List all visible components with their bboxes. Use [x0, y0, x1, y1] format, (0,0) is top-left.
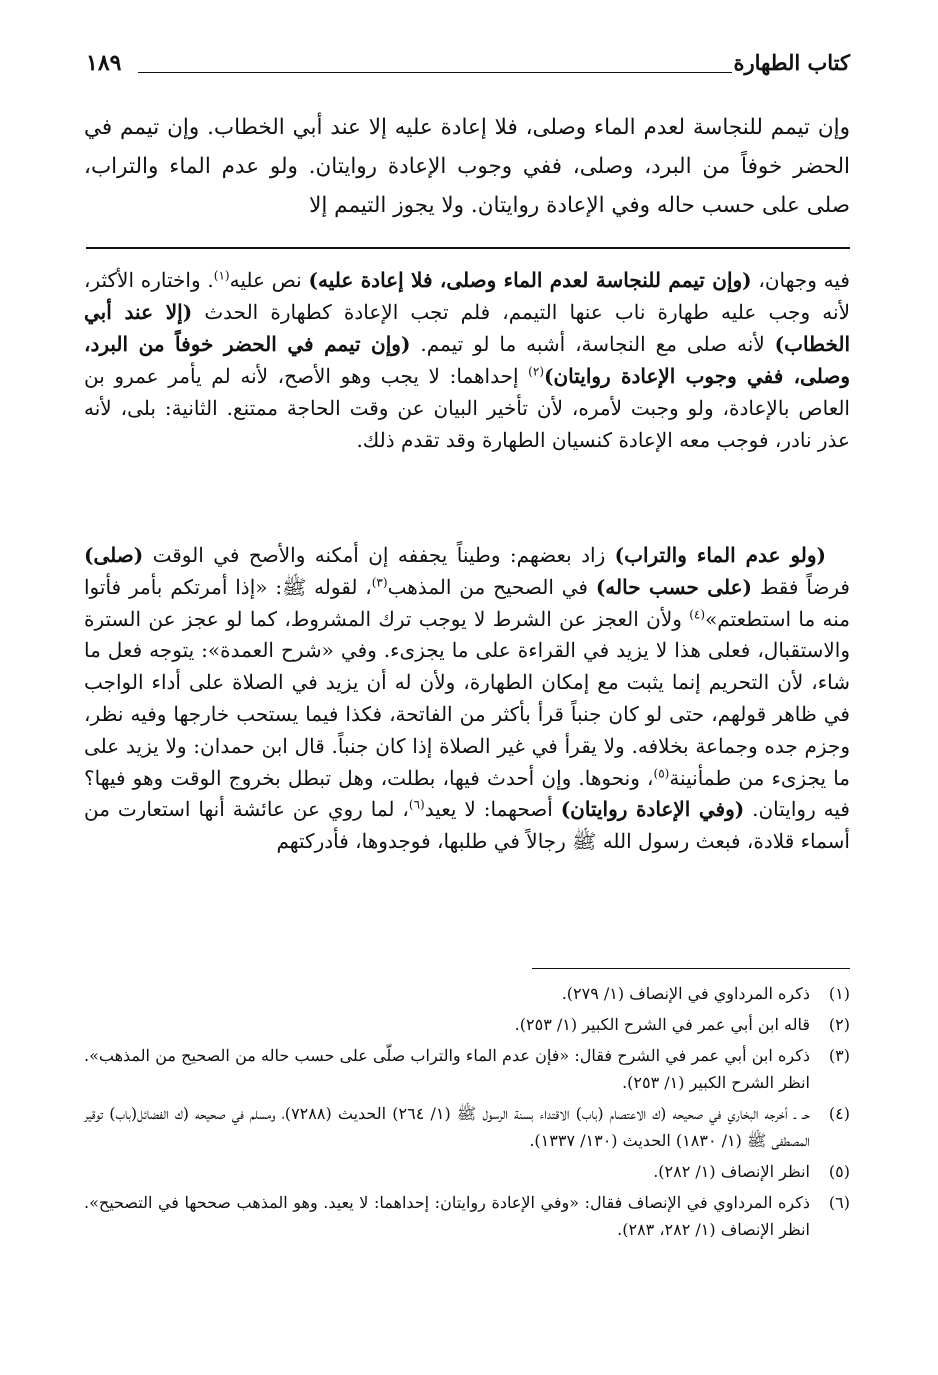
chapter-title: كتاب الطهارة	[733, 50, 850, 75]
text-run: فرضاً فقط	[751, 574, 850, 599]
footnote-number: (٢)	[828, 1015, 850, 1034]
matn-quote: (ولو عدم الماء والتراب)	[614, 543, 827, 567]
commentary-block-2	[84, 540, 850, 858]
footnotes	[84, 980, 850, 1247]
footnote-text: انظر الإنصاف (١/ ٢٨٢).	[653, 1162, 810, 1181]
footnote-ref: (٥)	[653, 765, 670, 780]
footnote	[84, 1189, 850, 1243]
footnote-number: (١)	[828, 984, 850, 1003]
footnote-number: (٦)	[828, 1193, 850, 1212]
footnote	[84, 1011, 850, 1038]
footnote	[84, 980, 850, 1007]
footnote-ref: (٤)	[689, 606, 706, 621]
footnote-text: قاله ابن أبي عمر في الشرح الكبير (١/ ٢٥٣).	[514, 1015, 810, 1034]
matn-quote: (إلا عند أبي الخطاب)	[84, 300, 851, 356]
matn-paragraph: وإن تيمم للنجاسة لعدم الماء وصلى، فلا إعادة عليه إلا عند أبي الخطاب. وإن تيمم في الحضر خوفاً من البرد، وصلى، ففي وجوب الإعادة روايتان. ولو عدم الماء والتراب، صلى على حسب حاله وفي الإعادة روايتان. ولا يجوز التيمم إلا	[84, 115, 850, 218]
text-run: أصحهما: لا يعيد	[424, 797, 561, 822]
text-run: ولأن العجز عن الشرط لا يوجب ترك المشروط، كما لو عجز عن السترة والاستقبال، فعلى هذا لا يزيد في القراءة على ما يجزىء. وفي «شرح العمدة»: يتوجه فعل ما شاء، لأن التحريم إنما يثبت مع إمكان الطهارة، ولأن له أن يزيد في الصلاة على أداء الواجب في ظاهر قولهم، حتى لو كان جنباً قرأ بأكثر من الفاتحة، فكذا فيما يستحب خارجها وفيه نظر، وجزم جده وجماعة بخلافه. ولا يقرأ في غير الصلاة إذا كان جنباً. قال ابن حمدان: ولا يزيد على ما يجزىء من طمأنينة	[84, 606, 850, 790]
header-rule	[138, 72, 732, 73]
text-run: فيه وجهان،	[751, 268, 850, 292]
text-run: ، ونحوها. وإن أحدث فيها، بطلت، وهل تبطل بخروج الوقت وهو فيها؟ فيه روايتان.	[84, 765, 850, 822]
text-run: . واختاره الأكثر، لأنه وجب عليه طهارة ناب عنها التيمم، فلم تجب الإعادة كطهارة الحدث	[84, 268, 850, 324]
matn-text	[84, 108, 850, 225]
text-run: لأنه صلى مع النجاسة، أشبه ما لو تيمم.	[410, 332, 775, 356]
page-number: ١٨٩	[86, 50, 122, 76]
matn-quote: (وإن تيمم في الحضر خوفاً من البرد، وصلى، ففي وجوب الإعادة روايتان)	[84, 332, 850, 388]
text-run: إحداهما: لا يجب وهو الأصح، لأنه لم يأمر عمرو بن العاص بالإعادة، ولو وجبت لأمره، لأن تأخير البيان عن وقت الحاجة ممتنع. الثانية: بلى، لأنه عذر نادر، فوجب معه الإعادة كنسيان الطهارة وقد تقدم ذلك.	[84, 364, 850, 452]
footnote-text: ذكره المرداوي في الإنصاف (١/ ٢٧٩).	[561, 984, 810, 1003]
running-header	[86, 44, 850, 78]
footnote-number: (٣)	[828, 1046, 850, 1065]
footnote-number: (٥)	[828, 1162, 850, 1181]
matn-quote: (وإن تيمم للنجاسة لعدم الماء وصلى، فلا إعادة عليه)	[308, 268, 752, 292]
commentary-block-1	[84, 264, 850, 456]
matn-quote: (وفي الإعادة روايتان)	[560, 797, 745, 822]
footnote-ref: (٢)	[528, 364, 544, 379]
matn-separator	[86, 247, 850, 249]
matn-quote: (صلى)	[84, 543, 144, 567]
footnote-ref: (٣)	[371, 575, 388, 590]
footnote-number: (٤)	[828, 1104, 850, 1123]
footnote	[84, 1042, 850, 1096]
matn-quote: (على حسب حاله)	[595, 574, 752, 599]
text-run: في الصحيح من المذهب	[387, 574, 596, 599]
footnote-ref: (٦)	[408, 797, 425, 812]
commentary-paragraph	[84, 264, 850, 456]
footnote-text: ذكره ابن أبي عمر في الشرح فقال: «فإن عدم الماء والتراب صلّى على حسب حاله من الصحيح من المذهب». انظر الشرح الكبير (١/ ٢٥٣).	[84, 1046, 810, 1092]
footnote-ref: (١)	[213, 268, 230, 283]
footnote-text: حـ ـ أخرجه البخاري في صحيحه (ك الاعتصام (باب) الاقتداء بسنة الرسول ﷺ (١/ ٢٦٤) الحديث (٧٢٨٨)، ومسلم في صحيحه (ك الفضائل(باب) توقير المصطفى ﷺ (١/ ١٨٣٠) الحديث (١٣٠/ ١٣٣٧).	[84, 1104, 811, 1150]
text-run: نص عليه	[229, 268, 309, 292]
footnote	[84, 1100, 850, 1154]
footnote	[84, 1158, 850, 1185]
text-run: زاد بعضهم: وطيناً يجففه إن أمكنه والأصح في الوقت	[143, 543, 615, 567]
text-run: ، لما روي عن عائشة أنها استعارت من أسماء قلادة، فبعث رسول الله ﷺ رجالاً في طلبها، فوجدوها، فأدركتهم	[84, 797, 850, 854]
footnote-text: ذكره المرداوي في الإنصاف فقال: «وفي الإعادة روايتان: إحداهما: لا يعيد. وهو المذهب صححها في التصحيح». انظر الإنصاف (١/ ٢٨٢، ٢٨٣).	[84, 1193, 811, 1239]
text-run: ، لقوله ﷺ: «إذا أمرتكم بأمر فأتوا منه ما استطعتم»	[84, 574, 850, 631]
footnote-separator	[532, 968, 850, 969]
commentary-paragraph	[84, 540, 850, 858]
